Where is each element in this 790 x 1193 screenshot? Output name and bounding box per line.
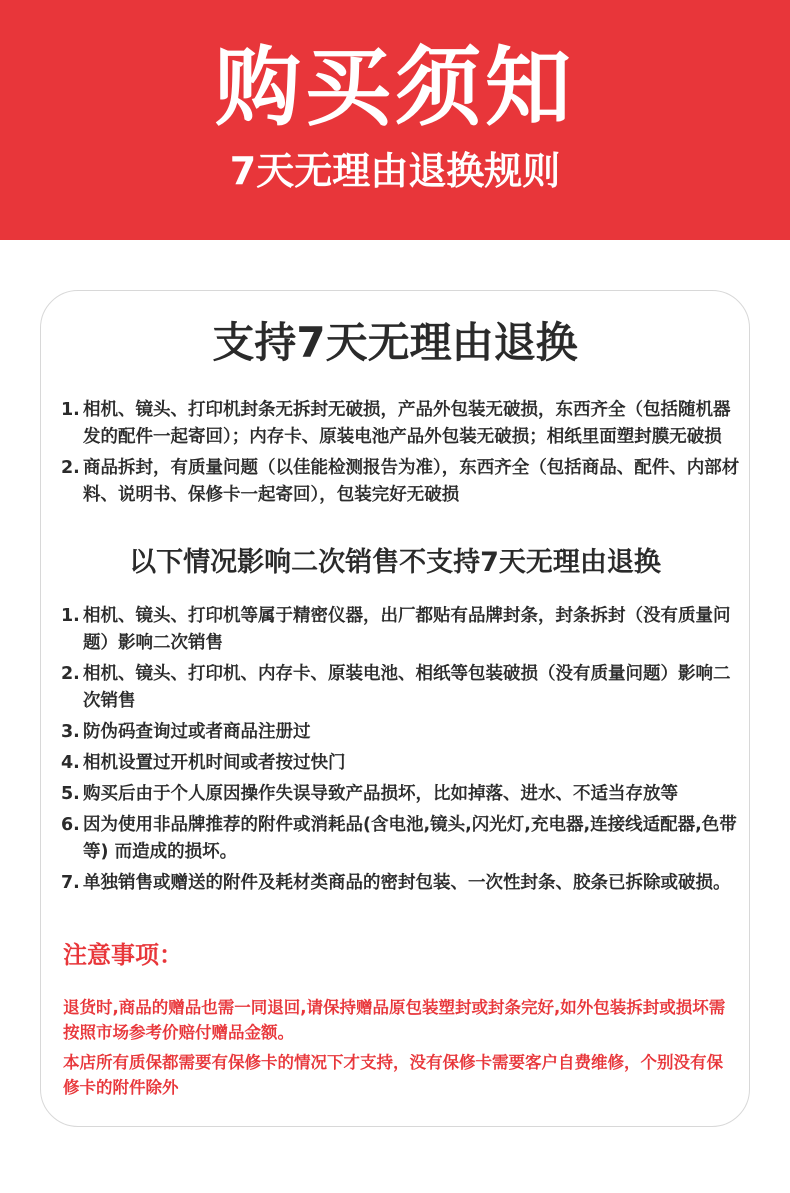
policy-card	[40, 290, 750, 1127]
list-item	[61, 455, 741, 509]
notice-item: 退货时,商品的赠品也需一同退回,请保持赠品原包装塑封或封条完好,如外包装拆封或损坏需按照市场参考价赔付赠品金额。	[63, 998, 726, 1042]
item-number: 7.	[61, 873, 80, 893]
exclusion-list	[61, 603, 741, 901]
page-subtitle: 7天无理由退换规则	[229, 149, 561, 193]
item-number: 1.	[61, 400, 80, 420]
list-item	[61, 781, 741, 808]
notice-heading: 注意事项：	[63, 941, 183, 969]
item-text: 因为使用非品牌推荐的附件或消耗品(含电池,镜头,闪光灯,充电器,连接线适配器,色带等) 而造成的损坏。	[83, 815, 737, 862]
list-item	[61, 719, 741, 746]
item-text: 相机、镜头、打印机等属于精密仪器，出厂都贴有品牌封条，封条拆封（没有质量问题）影响二次销售	[83, 606, 731, 653]
list-item	[61, 750, 741, 777]
list-item	[61, 603, 741, 657]
header-banner	[0, 0, 790, 240]
list-item	[61, 812, 741, 866]
item-text: 购买后由于个人原因操作失误导致产品损坏，比如掉落、进水、不适当存放等	[83, 784, 678, 804]
page-title: 购买须知	[215, 38, 575, 138]
notice-item: 本店所有质保都需要有保修卡的情况下才支持，没有保修卡需要客户自费维修，个别没有保修卡的附件除外	[63, 1053, 723, 1097]
item-text: 防伪码查询过或者商品注册过	[83, 722, 311, 742]
list-item	[61, 870, 741, 897]
notice-list	[63, 995, 729, 1105]
item-number: 2.	[61, 664, 80, 684]
item-text: 相机设置过开机时间或者按过快门	[83, 753, 346, 773]
list-item	[61, 661, 741, 715]
item-number: 4.	[61, 753, 80, 773]
list-item	[61, 397, 741, 451]
item-number: 5.	[61, 784, 80, 804]
item-text: 单独销售或赠送的附件及耗材类商品的密封包装、一次性封条、胶条已拆除或破损。	[83, 873, 731, 893]
support-heading: 支持7天无理由退换	[212, 318, 578, 367]
item-number: 1.	[61, 606, 80, 626]
item-number: 2.	[61, 458, 80, 478]
item-text: 商品拆封，有质量问题（以佳能检测报告为准），东西齐全（包括商品、配件、内部材料、说明书、保修卡一起寄回），包装完好无破损	[83, 458, 740, 505]
item-number: 6.	[61, 815, 80, 835]
exclusion-heading: 以下情况影响二次销售不支持7天无理由退换	[129, 547, 661, 578]
item-text: 相机、镜头、打印机、内存卡、原装电池、相纸等包装破损（没有质量问题）影响二次销售	[83, 664, 731, 711]
item-text: 相机、镜头、打印机封条无拆封无破损，产品外包装无破损，东西齐全（包括随机器发的配件一起寄回）；内存卡、原装电池产品外包装无破损；相纸里面塑封膜无破损	[83, 400, 731, 447]
support-list	[61, 397, 741, 513]
item-number: 3.	[61, 722, 80, 742]
